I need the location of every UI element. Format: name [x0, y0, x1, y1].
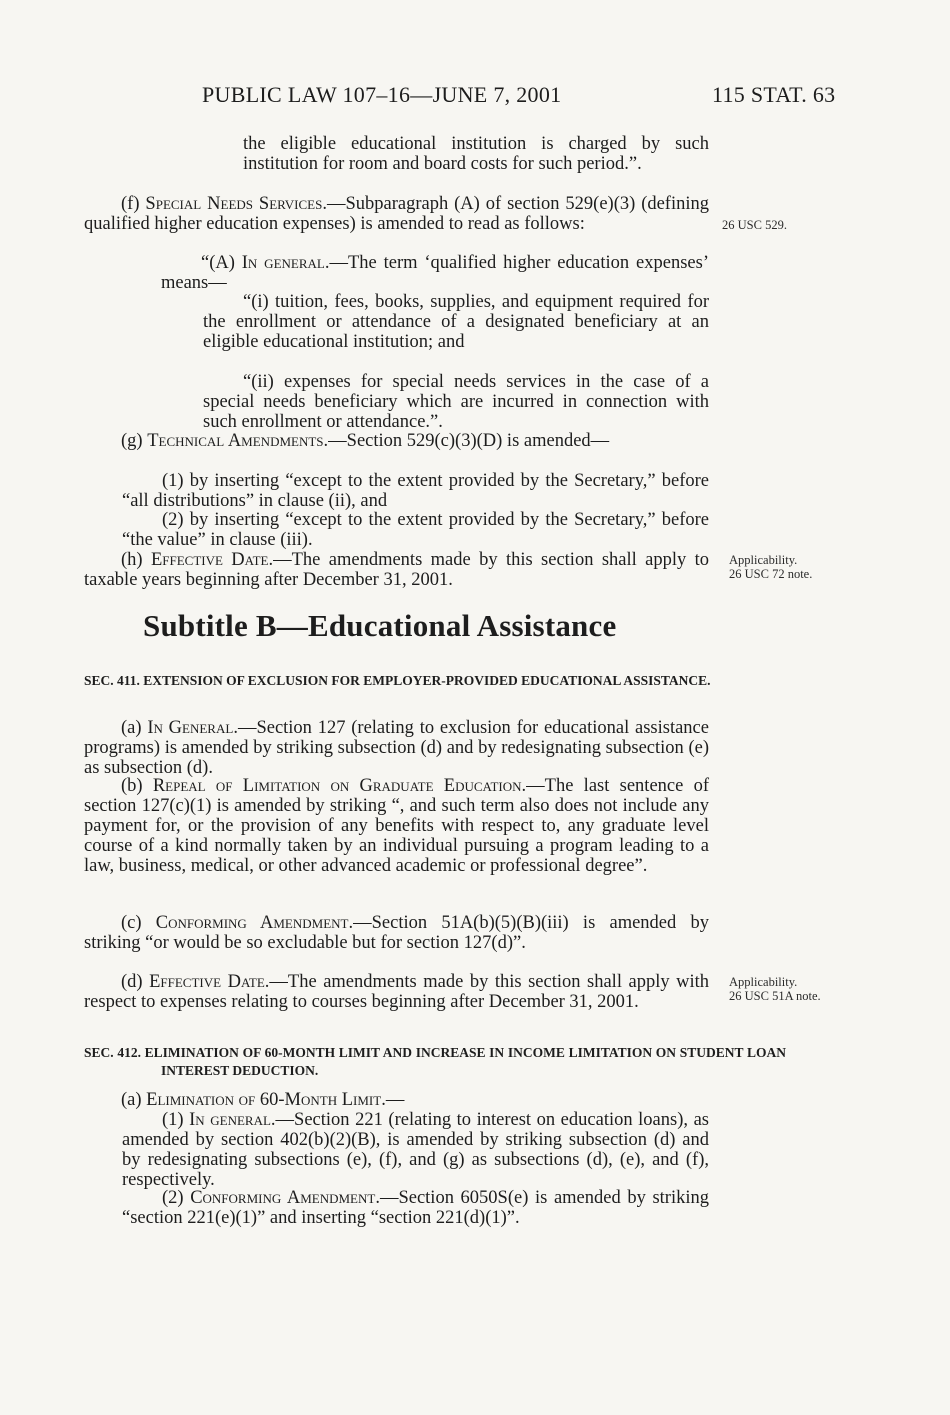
heading-f: Special Needs Services — [145, 194, 323, 214]
paragraph-g2: (2) by inserting “except to the extent provided by the Secretary,” before “the value” in clause (iii). — [122, 510, 709, 550]
paragraph-g1: (1) by inserting “except to the extent provided by the Secretary,” before “all distributions” in clause (ii), and — [122, 471, 709, 511]
margin-note-usc-72: 26 USC 72 note. — [729, 567, 813, 581]
sec411-paragraph-c: (c) Conforming Amendment.—Section 51A(b)(5)(B)(iii) is amended by striking “or would be so excludable but for section 127(d)”. — [84, 913, 709, 953]
paragraph-continuation: the eligible educational institution is charged by such institution for room and board costs for such period.”. — [243, 134, 709, 174]
paragraph-f: (f) Special Needs Services.—Subparagraph (A) of section 529(e)(3) (defining qualified higher education expenses) is amended to read as follows: — [84, 194, 710, 234]
section-412-heading: SEC. 412. ELIMINATION OF 60-MONTH LIMIT AND INCREASE IN INCOME LIMITATION ON STUDENT LOAN INTEREST DEDUCTION. — [84, 1045, 786, 1078]
page-number: 115 STAT. 63 — [712, 82, 836, 107]
margin-note-usc-51a: 26 USC 51A note. — [729, 989, 821, 1003]
sec412-paragraph-a2: (2) Conforming Amendment.—Section 6050S(e) is amended by striking “section 221(e)(1)” and inserting “section 221(d)(1)”. — [122, 1188, 709, 1228]
paragraph-h: (h) Effective Date.—The amendments made by this section shall apply to taxable years beginning after December 31, 2001. — [84, 550, 710, 590]
sec412-paragraph-a1: (1) In general.—Section 221 (relating to interest on education loans), as amended by section 402(b)(2)(B), is amended by striking subsection (d) and by redesignating subsections (e), (f), and (g) as subsections (d), (e), and (f), respectively. — [122, 1110, 709, 1190]
clause-ii: “(ii) expenses for special needs services in the case of a special needs beneficiary which are incurred in connection with such enrollment or attendance.”. — [203, 372, 709, 432]
heading-h: Effective Date — [150, 550, 269, 570]
margin-note-usc-529: 26 USC 529. — [722, 218, 787, 232]
paragraph-g: (g) Technical Amendments.—Section 529(c)(3)(D) is amended— — [121, 431, 610, 451]
section-411-heading: SEC. 411. EXTENSION OF EXCLUSION FOR EMPLOYER-PROVIDED EDUCATIONAL ASSISTANCE. — [84, 673, 711, 688]
margin-note-applicability-1: Applicability. — [729, 553, 798, 567]
paragraph-a-in-general: “(A) In general.—The term ‘qualified higher education expenses’ means— — [161, 253, 709, 293]
heading-a: In general — [241, 253, 325, 273]
sec411-paragraph-b: (b) Repeal of Limitation on Graduate Education.—The last sentence of section 127(c)(1) is amended by striking “, and such term also does not include any payment for, or the provision of any benefits with respect to, any graduate level course of a kind normally taken by an individual pursuing a program leading to a law, business, medical, or other advanced academic or professional degree”. — [84, 776, 709, 876]
sec412-paragraph-a: (a) Elimination of 60-Month Limit.— — [121, 1090, 405, 1110]
subtitle-heading: Subtitle B—Educational Assistance — [143, 608, 617, 643]
running-header-title: PUBLIC LAW 107–16—JUNE 7, 2001 — [202, 82, 562, 107]
heading-g: Technical Amendments — [147, 431, 324, 451]
sec411-paragraph-d: (d) Effective Date.—The amendments made by this section shall apply with respect to expenses relating to courses beginning after December 31, 2001. — [84, 972, 709, 1012]
clause-i: “(i) tuition, fees, books, supplies, and equipment required for the enrollment or attendance of a designated beneficiary at an eligible educational institution; and — [203, 292, 709, 352]
margin-note-applicability-2: Applicability. — [729, 975, 798, 989]
sec411-paragraph-a: (a) In General.—Section 127 (relating to exclusion for educational assistance programs) is amended by striking subsection (d) and by redesignating subsection (e) as subsection (d). — [84, 718, 709, 778]
